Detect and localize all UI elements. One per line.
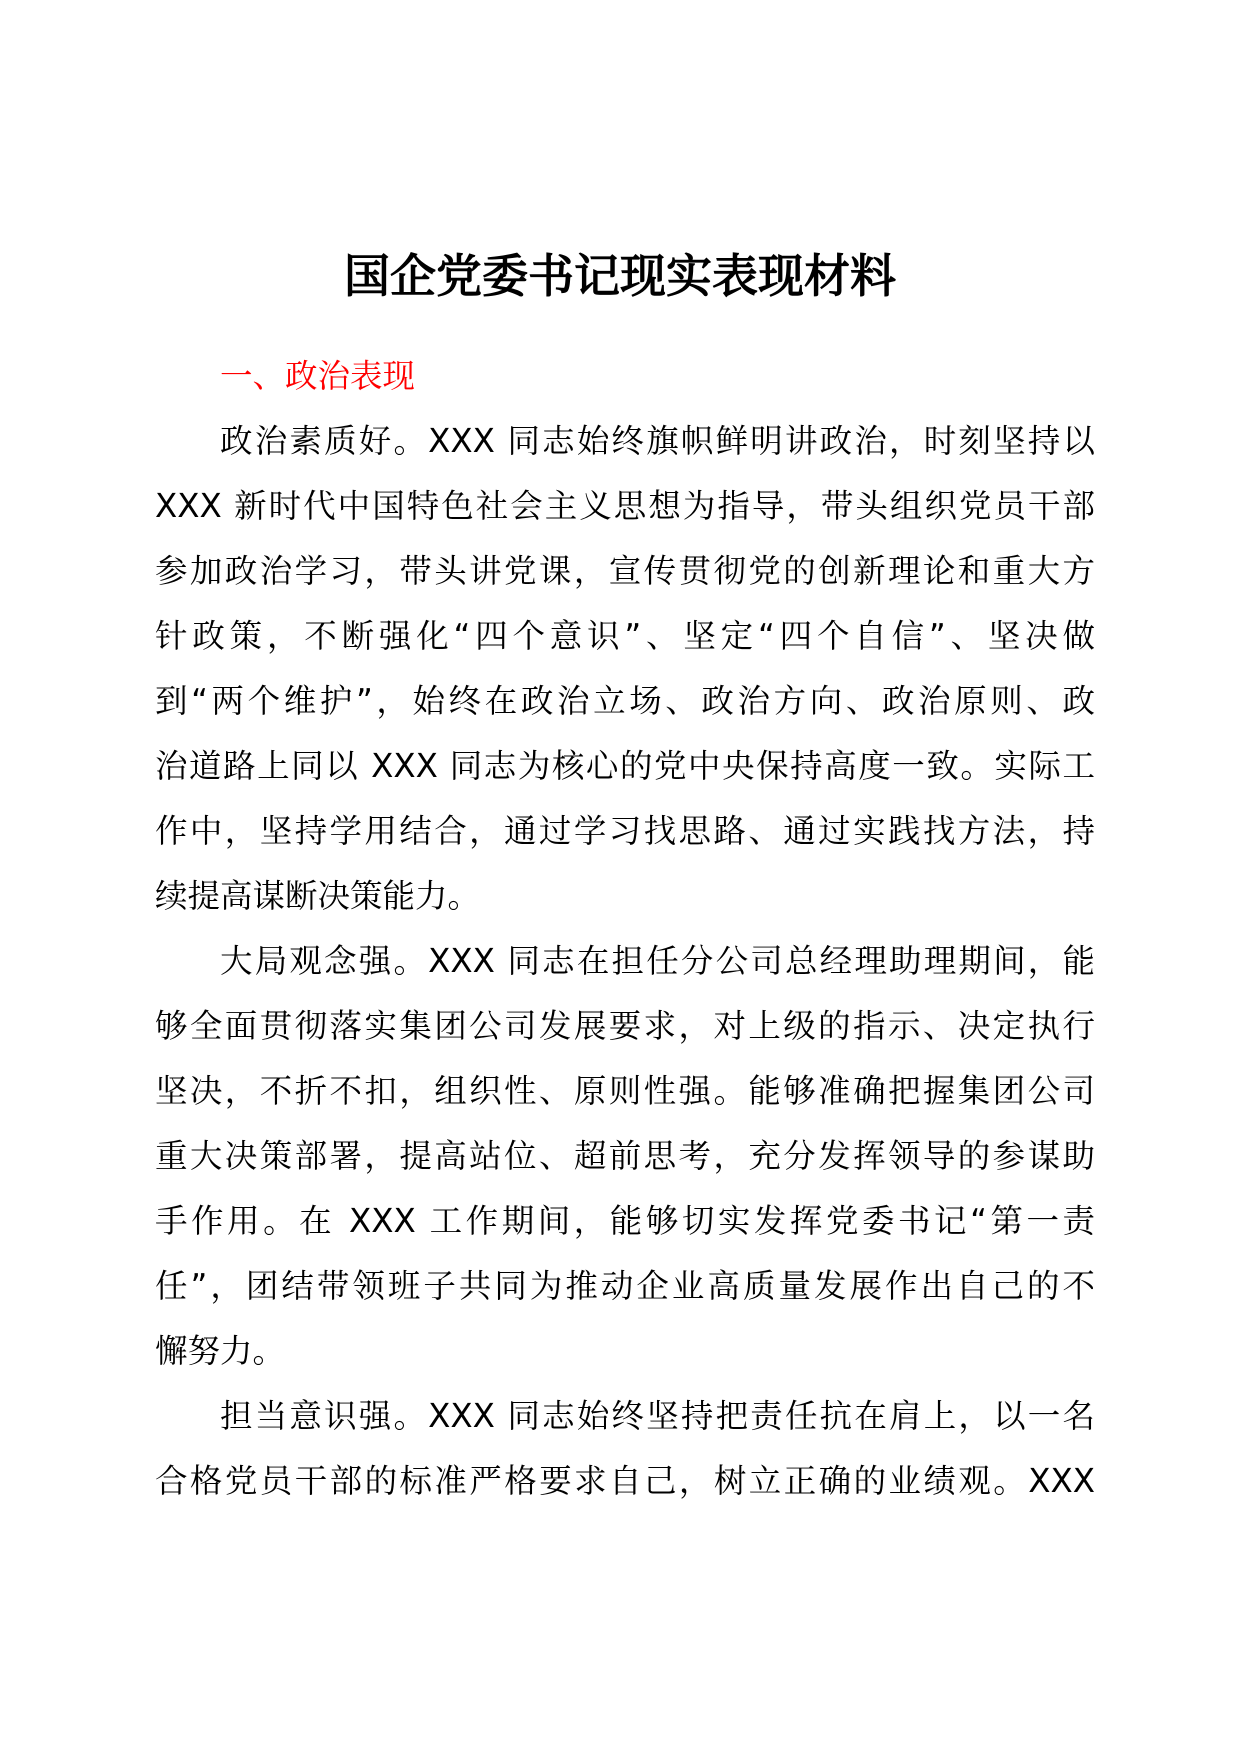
paragraph-list	[155, 409, 1095, 1514]
document-body	[155, 344, 1095, 1514]
paragraph-line: 担当意识强。XXX 同志始终坚持把责任抗在肩上，以一名	[220, 1397, 1095, 1435]
paragraph-line: 够全面贯彻落实集团公司发展要求，对上级的指示、决定执行	[155, 1007, 1095, 1045]
paragraph-line: 手作用。在 XXX 工作期间，能够切实发挥党委书记“第一责	[155, 1202, 1095, 1240]
document-title: 国企党委书记现实表现材料	[344, 249, 896, 303]
paragraph-line: 政治素质好。XXX 同志始终旗帜鲜明讲政治，时刻坚持以	[220, 422, 1095, 460]
paragraph-line: 重大决策部署，提高站位、超前思考，充分发挥领导的参谋助	[155, 1137, 1095, 1175]
paragraph-line: 任”，团结带领班子共同为推动企业高质量发展作出自己的不	[155, 1267, 1095, 1305]
paragraph-line: 续提高谋断决策能力。	[155, 877, 481, 915]
paragraph	[155, 409, 1095, 929]
paragraph	[155, 1384, 1095, 1514]
paragraph-line: 作中，坚持学用结合，通过学习找思路、通过实践找方法，持	[155, 812, 1095, 850]
paragraph-line: 大局观念强。XXX 同志在担任分公司总经理助理期间，能	[220, 942, 1095, 980]
paragraph-line: 懈努力。	[155, 1332, 286, 1370]
paragraph-line: 针政策，不断强化“四个意识”、坚定“四个自信”、坚决做	[155, 617, 1095, 655]
section-heading: 一、政治表现	[220, 357, 416, 395]
paragraph	[155, 929, 1095, 1384]
paragraph-line: 到“两个维护”，始终在政治立场、政治方向、政治原则、政	[155, 682, 1095, 720]
paragraph-line: 合格党员干部的标准严格要求自己，树立正确的业绩观。XXX	[155, 1462, 1095, 1500]
paragraph-line: 坚决，不折不扣，组织性、原则性强。能够准确把握集团公司	[155, 1072, 1095, 1110]
paragraph-line: XXX 新时代中国特色社会主义思想为指导，带头组织党员干部	[155, 487, 1095, 525]
paragraph-line: 治道路上同以 XXX 同志为核心的党中央保持高度一致。实际工	[155, 747, 1095, 785]
paragraph-line: 参加政治学习，带头讲党课，宣传贯彻党的创新理论和重大方	[155, 552, 1095, 590]
